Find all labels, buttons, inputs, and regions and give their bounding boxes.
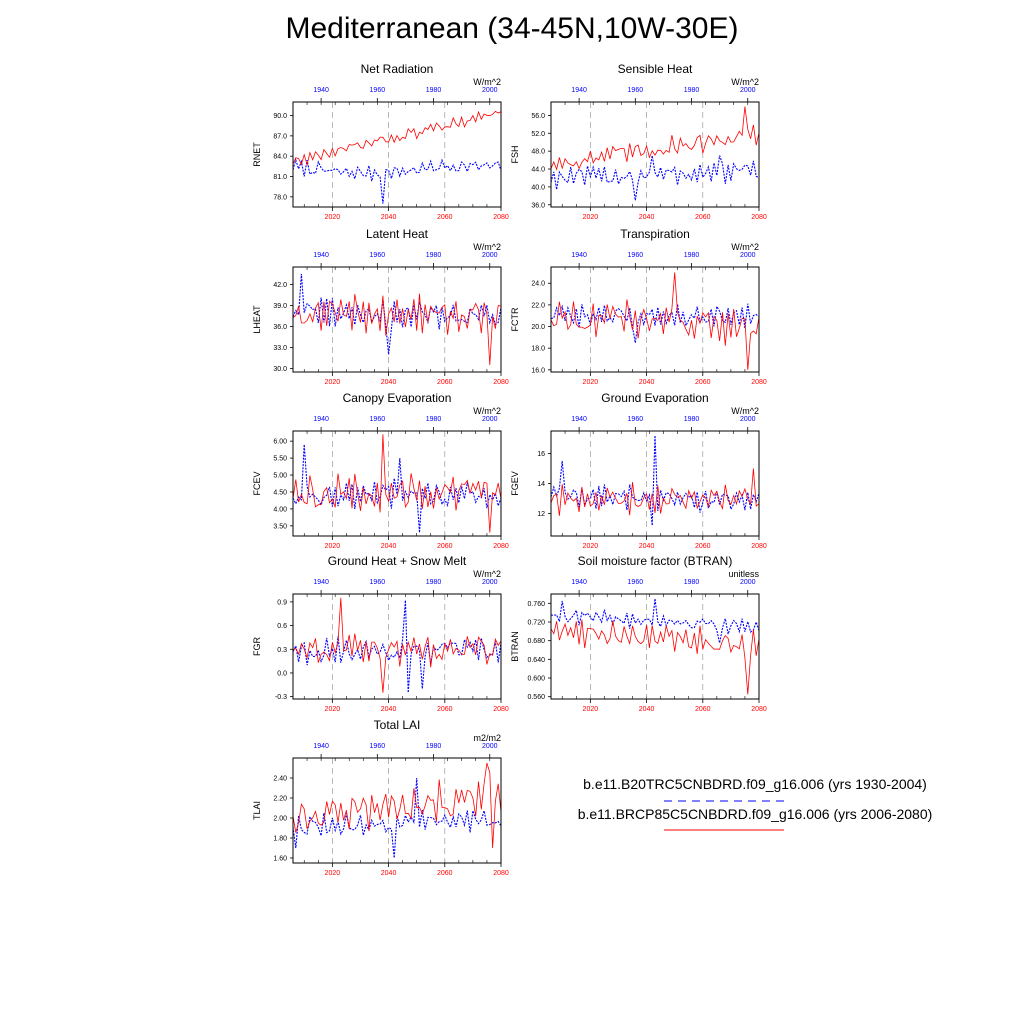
x-bottom-tick-label: 2060: [436, 543, 453, 550]
y-tick-label: 44.0: [531, 166, 545, 174]
panel-title: Ground Evaporation: [601, 391, 709, 405]
x-top-tick-label: 2000: [739, 416, 756, 423]
x-bottom-tick-label: 2040: [380, 706, 397, 713]
x-bottom-tick-label: 2080: [751, 379, 767, 386]
y-axis-label: FCTR: [510, 307, 520, 332]
panel-fctr: [510, 227, 767, 386]
units-label: W/m^2: [731, 406, 759, 416]
panel-fgev: [510, 391, 767, 550]
plot-frame: [293, 431, 501, 536]
panel-title: Sensible Heat: [617, 62, 693, 76]
panel-rnet: [252, 62, 509, 221]
panel-title: Net Radiation: [360, 62, 434, 76]
future-series-line: [551, 272, 759, 369]
x-top-tick-label: 1960: [627, 87, 644, 94]
x-bottom-tick-label: 2060: [694, 706, 711, 713]
x-top-tick-label: 1960: [627, 252, 644, 259]
y-tick-label: 20.0: [531, 324, 545, 332]
units-label: m2/m2: [473, 733, 501, 743]
future-series-line: [293, 598, 501, 693]
plot-frame: [293, 102, 501, 207]
y-tick-label: 14: [537, 481, 545, 488]
units-label: W/m^2: [731, 242, 759, 252]
x-bottom-tick-label: 2080: [493, 379, 509, 386]
panel-title: Latent Heat: [365, 227, 429, 241]
x-bottom-tick-label: 2080: [751, 706, 767, 713]
panel-fcev: [252, 391, 509, 550]
x-top-tick-label: 1980: [425, 743, 442, 750]
x-top-tick-label: 1940: [313, 252, 329, 259]
x-top-tick-label: 1960: [627, 579, 644, 586]
plot-frame: [551, 594, 759, 699]
x-bottom-tick-label: 2080: [493, 543, 509, 550]
x-top-tick-label: 2000: [481, 252, 498, 259]
y-tick-label: 0.760: [527, 600, 545, 608]
y-tick-label: 3.50: [273, 523, 287, 531]
x-top-tick-label: 1980: [425, 579, 442, 586]
y-tick-label: 0.720: [527, 619, 545, 627]
y-tick-label: 84.0: [273, 153, 287, 161]
y-tick-label: 4.50: [273, 489, 287, 497]
x-top-tick-label: 1940: [571, 252, 587, 259]
y-tick-label: 87.0: [273, 133, 287, 141]
x-bottom-tick-label: 2080: [751, 543, 767, 550]
y-tick-label: 48.0: [531, 148, 545, 156]
x-bottom-tick-label: 2020: [324, 214, 341, 221]
y-tick-label: 5.50: [273, 455, 287, 463]
x-bottom-tick-label: 2040: [380, 543, 397, 550]
x-bottom-tick-label: 2020: [582, 706, 599, 713]
units-label: W/m^2: [473, 569, 501, 579]
y-tick-label: 1.80: [273, 835, 287, 843]
x-bottom-tick-label: 2060: [694, 214, 711, 221]
x-bottom-tick-label: 2080: [493, 870, 509, 877]
y-axis-label: TLAI: [252, 800, 262, 821]
y-tick-label: 0.3: [277, 646, 287, 654]
y-tick-label: 12: [537, 511, 545, 518]
historical-series-line: [293, 445, 501, 533]
x-bottom-tick-label: 2040: [380, 379, 397, 386]
panel-title: Total LAI: [373, 718, 421, 732]
y-tick-label: 56.0: [531, 112, 545, 120]
x-bottom-tick-label: 2060: [436, 870, 453, 877]
x-top-tick-label: 1980: [425, 416, 442, 423]
y-axis-label: FGEV: [510, 471, 520, 496]
units-label: unitless: [728, 569, 759, 579]
x-bottom-tick-label: 2060: [436, 379, 453, 386]
units-label: W/m^2: [731, 77, 759, 87]
x-top-tick-label: 2000: [481, 579, 498, 586]
x-bottom-tick-label: 2060: [436, 706, 453, 713]
y-axis-label: FSH: [510, 145, 520, 164]
x-bottom-tick-label: 2040: [638, 706, 655, 713]
y-tick-label: 2.20: [273, 795, 287, 803]
panel-tlai: [252, 718, 509, 877]
x-top-tick-label: 2000: [739, 87, 756, 94]
future-series-line: [293, 434, 501, 532]
x-bottom-tick-label: 2040: [638, 543, 655, 550]
panel-title: Transpiration: [620, 227, 690, 241]
panel-title: Ground Heat + Snow Melt: [327, 554, 467, 568]
figure-title: Mediterranean (34-45N,10W-30E): [285, 12, 739, 45]
x-top-tick-label: 1940: [313, 416, 329, 423]
y-tick-label: 40.0: [531, 184, 545, 192]
y-tick-label: 30.0: [273, 366, 287, 373]
future-series-line: [293, 294, 501, 365]
y-tick-label: 0.0: [277, 670, 287, 678]
y-tick-label: 0.560: [527, 694, 545, 702]
y-tick-label: -0.3: [274, 694, 287, 702]
y-tick-label: 1.60: [273, 855, 287, 863]
x-bottom-tick-label: 2020: [324, 870, 341, 877]
legend-future-swatch: [660, 827, 790, 833]
y-tick-label: 52.0: [531, 130, 545, 138]
x-top-tick-label: 1980: [425, 87, 442, 94]
x-bottom-tick-label: 2040: [638, 214, 655, 221]
y-tick-label: 16.0: [531, 367, 545, 375]
y-tick-label: 0.680: [527, 638, 545, 646]
x-top-tick-label: 1940: [571, 579, 587, 586]
x-top-tick-label: 1940: [313, 87, 329, 94]
y-tick-label: 2.40: [273, 775, 287, 783]
x-top-tick-label: 1980: [683, 416, 700, 423]
plot-frame: [293, 758, 501, 863]
x-bottom-tick-label: 2020: [324, 379, 341, 386]
x-top-tick-label: 2000: [481, 416, 498, 423]
y-tick-label: 18.0: [531, 345, 545, 353]
x-top-tick-label: 1940: [571, 416, 587, 423]
panel-lheat: [252, 227, 509, 386]
panel-fsh: [510, 62, 767, 221]
y-tick-label: 16: [537, 451, 545, 458]
x-top-tick-label: 1960: [369, 743, 386, 750]
x-top-tick-label: 1960: [627, 416, 644, 423]
y-axis-label: FCEV: [252, 471, 262, 496]
x-top-tick-label: 2000: [481, 87, 498, 94]
x-bottom-tick-label: 2040: [638, 379, 655, 386]
x-top-tick-label: 1960: [369, 416, 386, 423]
y-tick-label: 4.00: [273, 506, 287, 514]
x-bottom-tick-label: 2040: [380, 870, 397, 877]
x-bottom-tick-label: 2020: [324, 706, 341, 713]
y-axis-label: BTRAN: [510, 631, 520, 662]
x-bottom-tick-label: 2040: [380, 214, 397, 221]
future-series-line: [293, 111, 501, 164]
y-tick-label: 78.0: [273, 194, 287, 202]
x-bottom-tick-label: 2060: [436, 214, 453, 221]
x-top-tick-label: 1940: [313, 743, 329, 750]
y-tick-label: 33.0: [273, 345, 287, 352]
y-tick-label: 42.0: [273, 282, 287, 289]
x-top-tick-label: 1980: [683, 87, 700, 94]
y-tick-label: 5.00: [273, 472, 287, 480]
y-tick-label: 39.0: [273, 303, 287, 310]
x-top-tick-label: 1940: [313, 579, 329, 586]
x-top-tick-label: 2000: [481, 743, 498, 750]
x-top-tick-label: 1980: [683, 252, 700, 259]
x-top-tick-label: 1980: [425, 252, 442, 259]
x-top-tick-label: 1940: [571, 87, 587, 94]
panel-title: Canopy Evaporation: [342, 391, 452, 405]
x-bottom-tick-label: 2080: [493, 214, 509, 221]
x-bottom-tick-label: 2060: [694, 543, 711, 550]
legend-historical-swatch: [660, 798, 790, 804]
x-bottom-tick-label: 2020: [582, 379, 599, 386]
panel-title: Soil moisture factor (BTRAN): [577, 554, 733, 568]
units-label: W/m^2: [473, 77, 501, 87]
y-tick-label: 36.0: [273, 324, 287, 331]
legend-historical-label: b.e11.B20TRC5CNBDRD.f09_g16.006 (yrs 1930-2004): [583, 776, 927, 792]
y-tick-label: 6.00: [273, 438, 287, 446]
x-bottom-tick-label: 2020: [324, 543, 341, 550]
y-tick-label: 81.0: [273, 174, 287, 182]
future-series-line: [293, 763, 501, 848]
historical-series-line: [551, 304, 759, 343]
legend-future-label: b.e11.BRCP85C5CNBDRD.f09_g16.006 (yrs 2006-2080): [577, 806, 933, 822]
x-top-tick-label: 1980: [683, 579, 700, 586]
x-bottom-tick-label: 2020: [582, 543, 599, 550]
x-bottom-tick-label: 2080: [493, 706, 509, 713]
y-tick-label: 36.0: [531, 202, 545, 210]
y-axis-label: LHEAT: [252, 305, 262, 334]
y-axis-label: FGR: [252, 637, 262, 656]
x-bottom-tick-label: 2060: [694, 379, 711, 386]
x-top-tick-label: 2000: [739, 252, 756, 259]
y-tick-label: 90.0: [273, 113, 287, 121]
units-label: W/m^2: [473, 406, 501, 416]
x-top-tick-label: 1960: [369, 87, 386, 94]
x-top-tick-label: 1960: [369, 252, 386, 259]
x-bottom-tick-label: 2080: [751, 214, 767, 221]
y-tick-label: 22.0: [531, 302, 545, 310]
y-axis-label: RNET: [252, 142, 262, 167]
historical-series-line: [293, 160, 501, 204]
y-tick-label: 0.9: [277, 599, 287, 607]
y-tick-label: 2.00: [273, 815, 287, 823]
y-tick-label: 0.6: [277, 623, 287, 631]
future-series-line: [551, 107, 759, 170]
y-tick-label: 0.640: [527, 656, 545, 664]
panel-btran: [510, 554, 767, 713]
panel-fgr: [252, 554, 509, 713]
x-bottom-tick-label: 2020: [582, 214, 599, 221]
x-top-tick-label: 1960: [369, 579, 386, 586]
units-label: W/m^2: [473, 242, 501, 252]
y-tick-label: 24.0: [531, 280, 545, 288]
y-tick-label: 0.600: [527, 675, 545, 683]
x-top-tick-label: 2000: [739, 579, 756, 586]
